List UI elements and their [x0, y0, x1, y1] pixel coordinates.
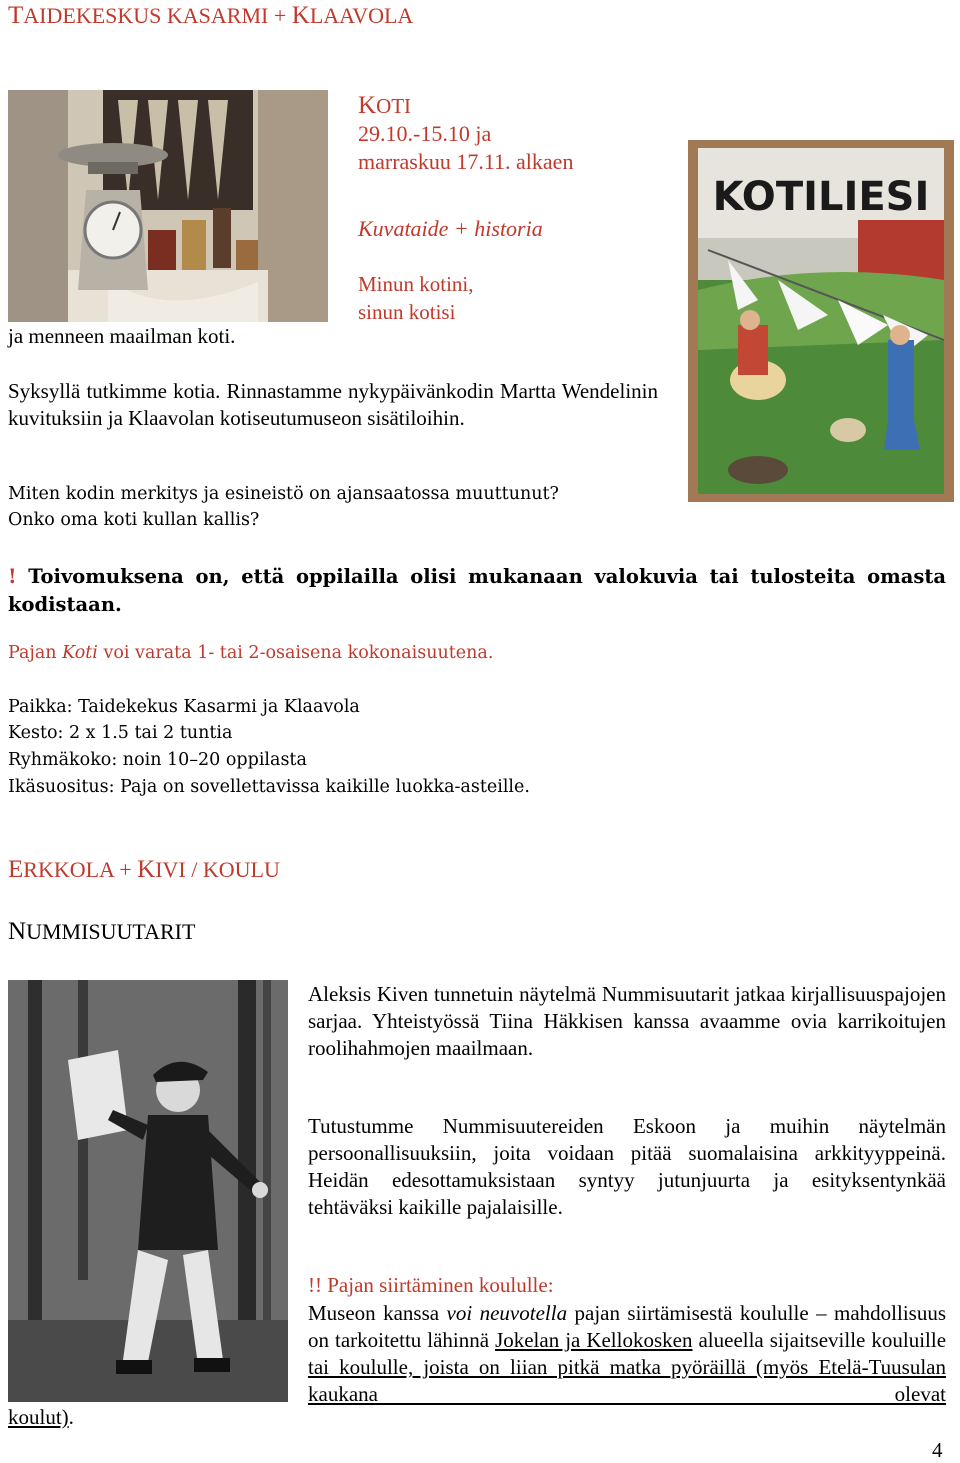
photo-caption: ja menneen maailman koti.: [8, 324, 236, 348]
info-place: Paikka: Taidekekus Kasarmi ja Klaavola: [8, 697, 360, 717]
info-group-size: Ryhmäkoko: noin 10–20 oppilasta: [8, 750, 307, 770]
info-age-recommendation: Ikäsuositus: Paja on sovellettavissa kaikille luokka-asteille.: [8, 777, 530, 797]
tagline-line1: Minun kotini,: [358, 272, 474, 296]
painting-title-text: KOTILIESI: [712, 174, 930, 220]
photo-actor-forest: [8, 980, 288, 1402]
question-line-1: Miten kodin merkitys ja esineistö on ajansaatossa muuttunut?: [8, 484, 559, 504]
section-heading-koti: KOTI: [358, 92, 412, 119]
koti-dates-line1: 29.10.-15.10 ja: [358, 121, 492, 146]
link-too-far-schools: tai koululle, joista on liian pitkä matka pyöräillä (myös Etelä-Tuusulan kaukana olevat: [308, 1355, 946, 1406]
wish-exclamation: !: [8, 565, 17, 588]
info-duration: Kesto: 2 x 1.5 tai 2 tuntia: [8, 723, 233, 743]
wish-paragraph: ! Toivomuksena on, että oppilailla olisi mukanaan valokuvia tai tulosteita omasta kodistaan.: [8, 565, 946, 616]
question-line-2: Onko oma koti kullan kallis?: [8, 510, 260, 530]
moving-workshop-paragraph: Museon kanssa voi neuvotella pajan siirtämisestä koululle – mahdollisuus on tarkoitettu lähinnä Jokelan ja Kellokosken alueella sijaitseville kouluille tai koululle, joista on liian pitkä matka pyöräillä (myös Etelä-Tuusulan kaukana olevat: [308, 1301, 947, 1406]
tagline-line2: sinun kotisi: [358, 300, 456, 324]
section-heading-nummisuutarit: NUMMISUUTARIT: [8, 918, 196, 945]
kivi-paragraph: Aleksis Kiven tunnetuin näytelmä Nummisuutarit jatkaa kirjallisuuspajojen sarjaa. Yhteistyössä Tiina Häkkisen kanssa avaamme ovia karrikoitujen roolihahmojen maailmaan.: [308, 982, 946, 1060]
page-header-title: TAIDEKESKUS KASARMI + KLAAVOLA: [8, 2, 414, 29]
koti-info-block: [358, 92, 678, 176]
link-jokela-kellokoski: Jokelan ja Kellokosken: [495, 1328, 693, 1352]
moving-workshop-tail: koulut).: [8, 1405, 74, 1429]
booking-line: Pajan Koti voi varata 1- tai 2-osaisena kokonaisuutena.: [8, 643, 494, 663]
koti-tagline: [358, 270, 474, 326]
intro-paragraph: Syksyllä tutkimme kotia. Rinnastamme nykypäivänkodin Martta Wendelinin kuvituksiin ja Klaavolan kotiseutumuseon sisätiloihin.: [8, 379, 658, 430]
koti-subject: Kuvataide + historia: [358, 216, 543, 241]
section2-title: ERKKOLA + KIVI / KOULU: [8, 856, 280, 883]
photo-kitchen-scale: [8, 90, 328, 322]
photo-kotiliesi-painting: [688, 140, 954, 502]
characters-paragraph: Tutustumme Nummisuutereiden Eskoon ja muihin näytelmän persoonallisuuksiin, joita voidaan pitää suomalaisina arkkityyppeinä. Heidän edesottamuksistaan syntyy jutunjuurta ja esityksentynkää tehtäväksi kaikille pajalaisille.: [308, 1114, 946, 1219]
koti-dates-line2: marraskuu 17.11. alkaen: [358, 149, 574, 174]
page-number: 4: [932, 1438, 943, 1462]
moving-workshop-heading: !! Pajan siirtäminen koululle:: [308, 1273, 554, 1297]
